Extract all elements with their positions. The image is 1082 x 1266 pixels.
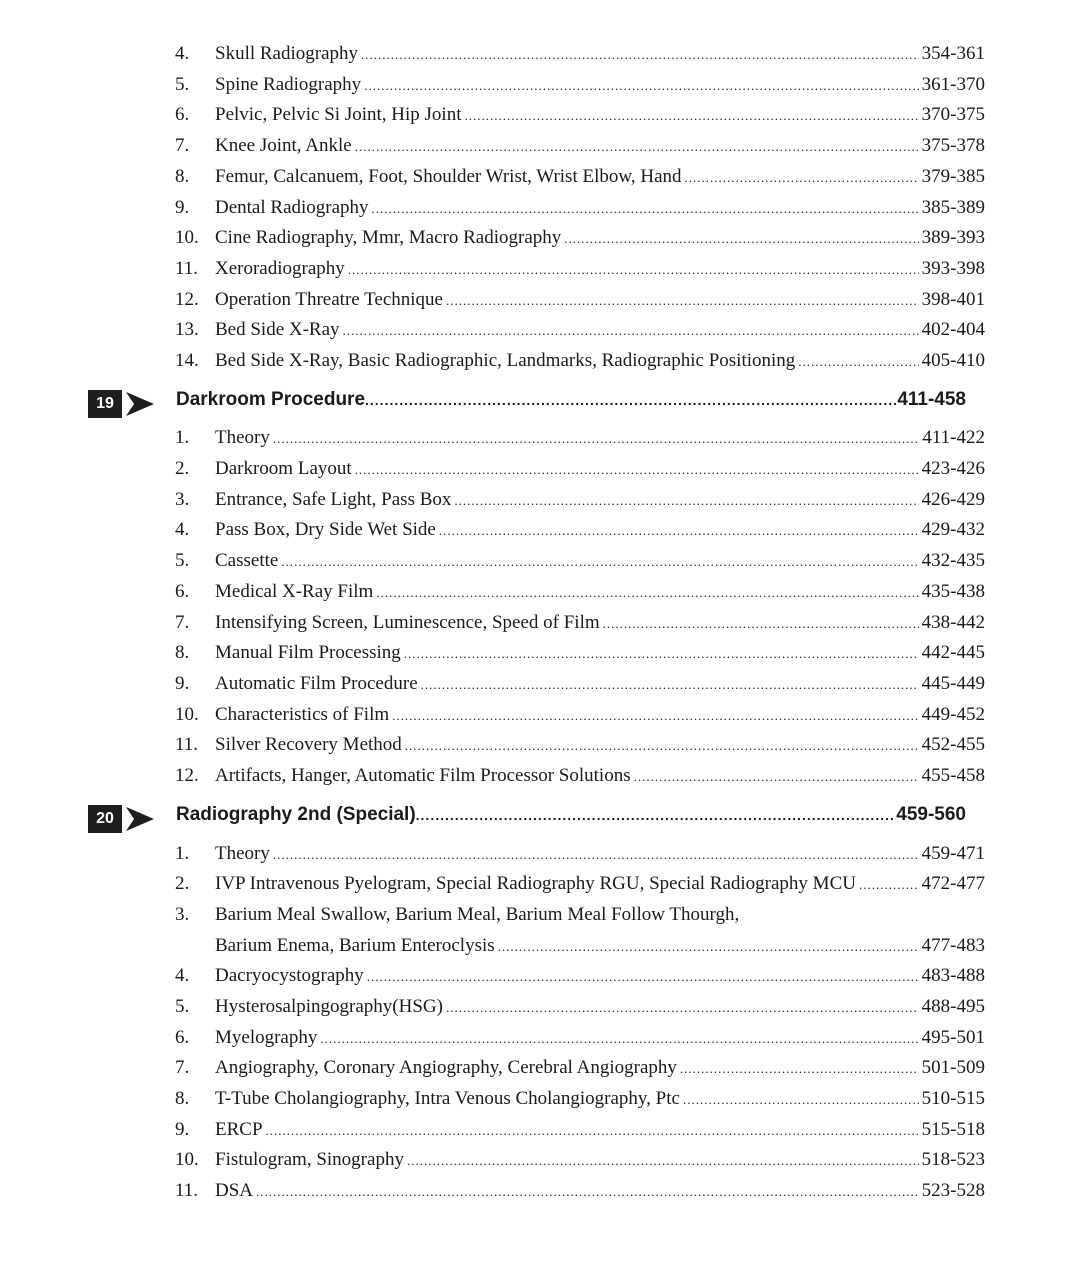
dot-leader: [364, 78, 918, 94]
entry-pages: 442-445: [921, 642, 985, 663]
entry-number: 12.: [175, 289, 199, 310]
entry-number: 6.: [175, 1027, 190, 1048]
toc-entry: [175, 74, 985, 100]
entry-number: 11.: [175, 1180, 199, 1201]
chevron-right-icon: [124, 805, 156, 833]
entry-title: Characteristics of Film: [215, 704, 390, 725]
entry-title: Femur, Calcanuem, Foot, Shoulder Wrist, Wrist Elbow, Hand: [215, 166, 682, 187]
entry-pages: 435-438: [921, 581, 985, 602]
entry-title: Darkroom Layout: [215, 458, 352, 479]
dot-leader: [256, 1184, 919, 1200]
entry-title: Xeroradiography: [215, 258, 345, 279]
entry-number: 5.: [175, 74, 190, 95]
entry-pages: 405-410: [921, 350, 985, 371]
entry-title: Medical X-Ray Film: [215, 581, 374, 602]
dot-leader: [446, 1000, 919, 1016]
entry-pages: 495-501: [921, 1027, 985, 1048]
toc-entry: [175, 550, 985, 576]
entry-number: 1.: [175, 843, 190, 864]
dot-leader: [859, 877, 919, 893]
entry-number: 10.: [175, 1149, 199, 1170]
entry-number: 9.: [175, 1119, 190, 1140]
toc-entry: [175, 734, 985, 760]
entry-title: Cassette: [215, 550, 279, 571]
dot-leader: [564, 231, 918, 247]
entry-title: DSA: [215, 1180, 254, 1201]
toc-entry: [175, 427, 985, 453]
entry-pages: 354-361: [921, 43, 985, 64]
entry-pages: 438-442: [921, 612, 985, 633]
entry-title: Bed Side X-Ray, Basic Radiographic, Landmarks, Radiographic Positioning: [215, 350, 796, 371]
entry-title: Skull Radiography: [215, 43, 359, 64]
entry-pages: 477-483: [921, 935, 985, 956]
dot-leader: [392, 708, 919, 724]
toc-entry: [175, 1180, 985, 1206]
entry-number: 4.: [175, 519, 190, 540]
dot-leader: [454, 493, 918, 509]
entry-title: IVP Intravenous Pyelogram, Special Radiography RGU, Special Radiography MCU: [215, 873, 856, 894]
dot-leader: [634, 769, 919, 785]
entry-pages: 361-370: [921, 74, 985, 95]
dot-leader: [367, 969, 919, 985]
dot-leader: [407, 1153, 919, 1169]
dot-leader: [683, 1092, 919, 1108]
toc-entry: [175, 458, 985, 484]
entry-number: 13.: [175, 319, 199, 340]
toc-entry: [175, 704, 985, 730]
entry-title: ERCP: [215, 1119, 263, 1140]
entry-pages: 389-393: [921, 227, 985, 248]
toc-entry: [175, 319, 985, 345]
dot-leader: [798, 354, 918, 370]
toc-entry: [175, 104, 985, 130]
dot-leader: [680, 1061, 919, 1077]
entry-number: 12.: [175, 765, 199, 786]
entry-pages: 523-528: [921, 1180, 985, 1201]
chapter-title: Darkroom Procedure: [176, 389, 366, 410]
entry-pages: 518-523: [921, 1149, 985, 1170]
toc-entry: [175, 289, 985, 315]
entry-number: 2.: [175, 458, 190, 479]
entry-pages: 426-429: [921, 489, 985, 510]
toc-entry: [175, 1149, 985, 1175]
toc-entry: [175, 765, 985, 791]
entry-number: 8.: [175, 642, 190, 663]
dot-leader: [498, 939, 919, 955]
dot-leader: [464, 108, 918, 124]
entry-pages: 429-432: [921, 519, 985, 540]
entry-number: 14.: [175, 350, 199, 371]
entry-number: 4.: [175, 43, 190, 64]
entry-pages: 483-488: [921, 965, 985, 986]
entry-pages: 398-401: [921, 289, 985, 310]
entry-title: Artifacts, Hanger, Automatic Film Processor Solutions: [215, 765, 631, 786]
toc-entry: [175, 965, 985, 991]
dot-leader: [446, 293, 919, 309]
toc-entry: [175, 642, 985, 668]
entry-number: 11.: [175, 258, 199, 279]
dot-leader: [405, 738, 919, 754]
entry-title: Barium Enema, Barium Enteroclysis: [215, 935, 495, 956]
entry-title: T-Tube Cholangiography, Intra Venous Cholangiography, Ptc: [215, 1088, 680, 1109]
chapter-heading: [176, 389, 966, 417]
dot-leader: [685, 170, 919, 186]
dot-leader: [266, 1123, 919, 1139]
toc-entry: [175, 1088, 985, 1114]
toc-entry: [175, 581, 985, 607]
entry-title: Angiography, Coronary Angiography, Cerebral Angiography: [215, 1057, 677, 1078]
entry-pages: 452-455: [921, 734, 985, 755]
entry-number: 10.: [175, 704, 199, 725]
entry-pages: 411-422: [922, 427, 985, 448]
entry-title: Pelvic, Pelvic Si Joint, Hip Joint: [215, 104, 462, 125]
entry-number: 8.: [175, 166, 190, 187]
dot-leader: [355, 139, 919, 155]
chapter-number-badge: 20: [88, 805, 122, 833]
toc-entry: [175, 519, 985, 545]
entry-number: 2.: [175, 873, 190, 894]
toc-entry: [175, 258, 985, 284]
dot-leader: [416, 807, 897, 823]
entry-pages: 449-452: [921, 704, 985, 725]
entry-title: Fistulogram, Sinography: [215, 1149, 404, 1170]
entry-pages: 379-385: [921, 166, 985, 187]
dot-leader: [320, 1031, 918, 1047]
chapter-title: Radiography 2nd (Special): [176, 804, 416, 825]
entry-title: Theory: [215, 427, 270, 448]
toc-entry: [175, 350, 985, 376]
dot-leader: [404, 646, 919, 662]
entry-number: 3.: [175, 489, 190, 510]
dot-leader: [355, 462, 919, 478]
entry-title: Theory: [215, 843, 270, 864]
entry-title: Bed Side X-Ray: [215, 319, 340, 340]
entry-pages: 455-458: [921, 765, 985, 786]
entry-title: Pass Box, Dry Side Wet Side: [215, 519, 436, 540]
entry-title: Entrance, Safe Light, Pass Box: [215, 489, 452, 510]
entry-title: Dental Radiography: [215, 197, 369, 218]
entry-number: 8.: [175, 1088, 190, 1109]
entry-number: 7.: [175, 612, 190, 633]
toc-entry: [175, 227, 985, 253]
entry-number: 5.: [175, 996, 190, 1017]
entry-number: 5.: [175, 550, 190, 571]
chapter-heading: [176, 804, 966, 832]
entry-pages: 385-389: [921, 197, 985, 218]
toc-entry: [175, 843, 985, 869]
dot-leader: [365, 392, 897, 408]
entry-title: Spine Radiography: [215, 74, 362, 95]
toc-entry: [175, 935, 985, 961]
entry-title: Dacryocystography: [215, 965, 364, 986]
toc-entry: [175, 1057, 985, 1083]
entry-pages: 393-398: [921, 258, 985, 279]
entry-number: 9.: [175, 197, 190, 218]
dot-leader: [348, 262, 919, 278]
dot-leader: [343, 323, 919, 339]
entry-pages: 445-449: [921, 673, 985, 694]
entry-title: Cine Radiography, Mmr, Macro Radiography: [215, 227, 562, 248]
entry-pages: 488-495: [921, 996, 985, 1017]
entry-title: Intensifying Screen, Luminescence, Speed of Film: [215, 612, 600, 633]
dot-leader: [273, 847, 919, 863]
entry-number: 9.: [175, 673, 190, 694]
entry-number: 4.: [175, 965, 190, 986]
entry-number: 6.: [175, 581, 190, 602]
dot-leader: [281, 554, 918, 570]
entry-number: 7.: [175, 135, 190, 156]
entry-number: 3.: [175, 904, 190, 925]
entry-pages: 501-509: [921, 1057, 985, 1078]
dot-leader: [273, 431, 920, 447]
dot-leader: [376, 585, 918, 601]
dot-leader: [361, 47, 919, 63]
entry-title: Silver Recovery Method: [215, 734, 402, 755]
dot-leader: [603, 616, 919, 632]
entry-number: 7.: [175, 1057, 190, 1078]
toc-entry: [175, 873, 985, 899]
entry-title: Knee Joint, Ankle: [215, 135, 352, 156]
toc-entry: [175, 996, 985, 1022]
chapter-number-badge: 19: [88, 390, 122, 418]
entry-title: Myelography: [215, 1027, 318, 1048]
toc-entry: [175, 1119, 985, 1145]
entry-pages: 432-435: [921, 550, 985, 571]
entry-title: Hysterosalpingography(HSG): [215, 996, 443, 1017]
entry-pages: 375-378: [921, 135, 985, 156]
toc-entry: [175, 43, 985, 69]
toc-entry: [175, 673, 985, 699]
toc-entry: [175, 489, 985, 515]
chevron-right-icon: [124, 390, 156, 418]
entry-pages: 472-477: [921, 873, 985, 894]
entry-number: 11.: [175, 734, 199, 755]
dot-leader: [439, 523, 919, 539]
dot-leader: [421, 677, 919, 693]
entry-pages: 402-404: [921, 319, 985, 340]
entry-pages: 510-515: [921, 1088, 985, 1109]
entry-pages: 370-375: [921, 104, 985, 125]
toc-entry: [175, 904, 985, 930]
toc-entry: [175, 135, 985, 161]
entry-title: Barium Meal Swallow, Barium Meal, Barium Meal Follow Thourgh,: [215, 904, 740, 925]
entry-title: Manual Film Processing: [215, 642, 401, 663]
entry-title: Automatic Film Procedure: [215, 673, 418, 694]
entry-pages: 515-518: [921, 1119, 985, 1140]
toc-entry: [175, 612, 985, 638]
toc-entry: [175, 166, 985, 192]
dot-leader: [372, 201, 919, 217]
entry-number: 10.: [175, 227, 199, 248]
entry-number: 6.: [175, 104, 190, 125]
chapter-pages: 459-560: [896, 804, 966, 825]
toc-entry: [175, 197, 985, 223]
entry-pages: 459-471: [921, 843, 985, 864]
toc-entry: [175, 1027, 985, 1053]
entry-pages: 423-426: [921, 458, 985, 479]
chapter-pages: 411-458: [897, 389, 966, 410]
entry-title: Operation Threatre Technique: [215, 289, 443, 310]
entry-number: 1.: [175, 427, 190, 448]
